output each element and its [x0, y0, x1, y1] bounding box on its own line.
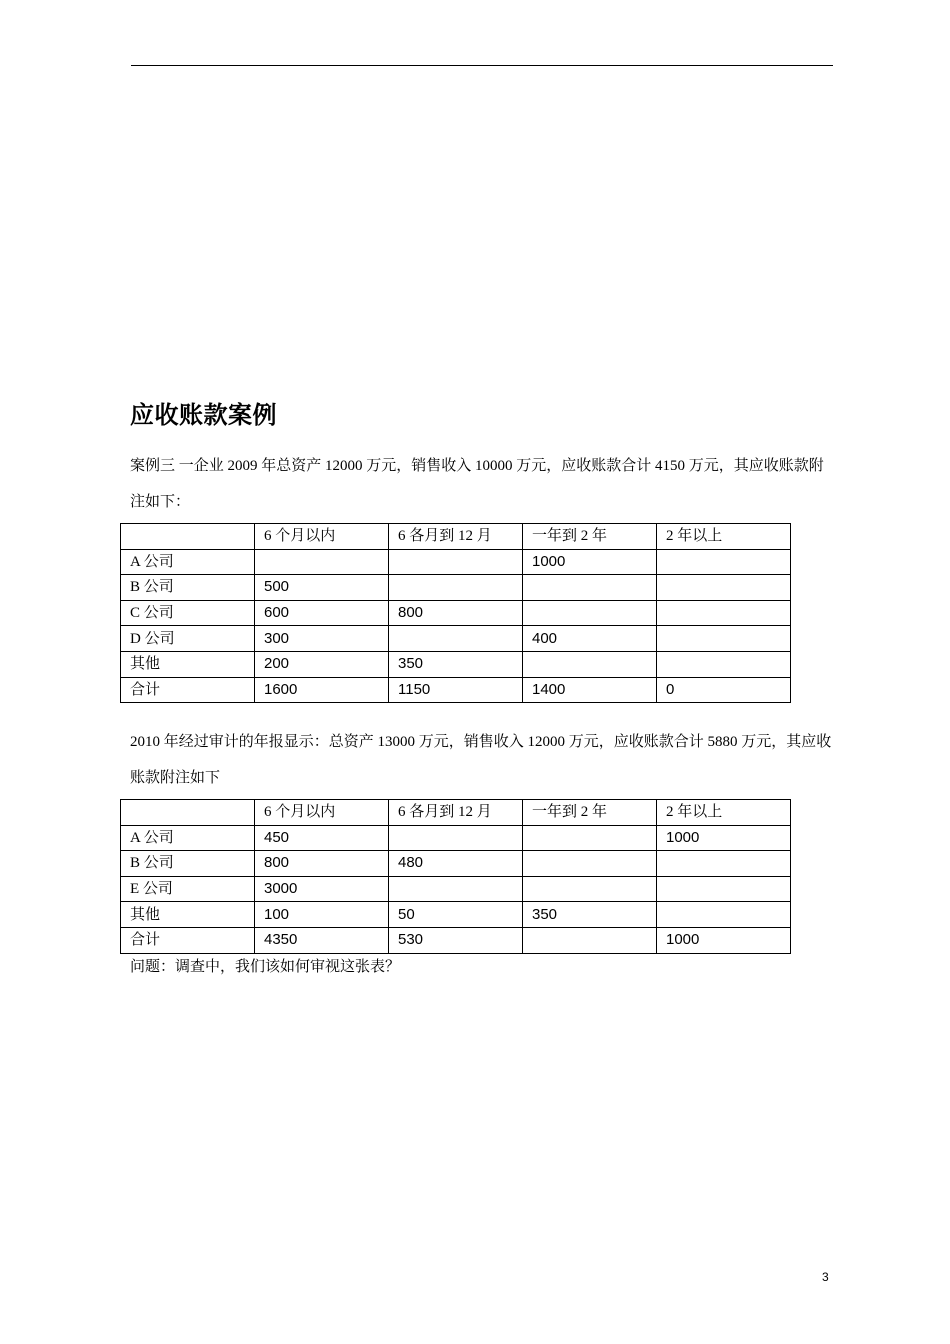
table-cell: 3000	[255, 876, 389, 902]
table-row	[121, 549, 791, 575]
table-cell	[255, 549, 389, 575]
table-cell: 400	[523, 626, 657, 652]
row-label-cell: C 公司	[121, 600, 255, 626]
table-cell: 1400	[523, 677, 657, 703]
table-row	[121, 876, 791, 902]
row-label-cell: 其他	[121, 902, 255, 928]
row-label-cell: D 公司	[121, 626, 255, 652]
table-header-cell: 一年到 2 年	[523, 524, 657, 550]
table-cell	[657, 851, 791, 877]
table-cell: 1600	[255, 677, 389, 703]
table-header-cell: 2 年以上	[657, 800, 791, 826]
table-total-row	[121, 927, 791, 953]
case-intro-paragraph: 案例三 一企业 2009 年总资产 12000 万元，销售收入 10000 万元，应收账款合计 4150 万元，其应收账款附注如下：	[130, 458, 824, 510]
table-cell	[389, 876, 523, 902]
table-cell: 1000	[523, 549, 657, 575]
section-heading: 应收账款案例	[130, 401, 277, 429]
table-cell	[523, 851, 657, 877]
table-header-cell: 6 个月以内	[255, 524, 389, 550]
table-header-cell: 2 年以上	[657, 524, 791, 550]
table-cell	[389, 575, 523, 601]
table-header-cell: 6 各月到 12 月	[389, 524, 523, 550]
table-row	[121, 600, 791, 626]
table-cell: 800	[389, 600, 523, 626]
table-cell	[657, 575, 791, 601]
row-label-cell: E 公司	[121, 876, 255, 902]
table-cell	[657, 902, 791, 928]
row-label-cell: A 公司	[121, 549, 255, 575]
table-cell: 600	[255, 600, 389, 626]
question-text: 问题：调查中，我们该如何审视这张表？	[130, 959, 401, 975]
table-cell: 200	[255, 651, 389, 677]
table-cell	[389, 825, 523, 851]
table-cell	[523, 825, 657, 851]
row-label-cell: B 公司	[121, 575, 255, 601]
table-cell: 800	[255, 851, 389, 877]
table-row	[121, 851, 791, 877]
table-cell	[389, 626, 523, 652]
row-label-cell: A 公司	[121, 825, 255, 851]
table-cell	[523, 575, 657, 601]
table-cell	[523, 600, 657, 626]
table-total-row	[121, 677, 791, 703]
receivables-table-2010	[120, 799, 791, 954]
table-cell: 1150	[389, 677, 523, 703]
receivables-table-2009	[120, 523, 791, 703]
table-cell: 0	[657, 677, 791, 703]
table-cell	[389, 549, 523, 575]
table-header-row	[121, 800, 791, 826]
table-cell	[657, 549, 791, 575]
table-header-cell: 6 各月到 12 月	[389, 800, 523, 826]
table-header-row	[121, 524, 791, 550]
table-cell	[657, 651, 791, 677]
table-cell	[523, 876, 657, 902]
table-row	[121, 626, 791, 652]
table-cell: 4350	[255, 927, 389, 953]
table-cell: 100	[255, 902, 389, 928]
table-cell	[523, 927, 657, 953]
table-header-cell	[121, 800, 255, 826]
table-row	[121, 575, 791, 601]
table-cell: 350	[389, 651, 523, 677]
table-cell: 500	[255, 575, 389, 601]
table-cell: 350	[523, 902, 657, 928]
table-cell: 1000	[657, 927, 791, 953]
audit-report-paragraph: 2010 年经过审计的年报显示：总资产 13000 万元，销售收入 12000 万元，应收账款合计 5880 万元，其应收账款附注如下	[130, 734, 832, 786]
table-cell: 300	[255, 626, 389, 652]
table-cell	[657, 626, 791, 652]
table-cell	[657, 600, 791, 626]
table-cell	[523, 651, 657, 677]
table-header-cell: 6 个月以内	[255, 800, 389, 826]
table-cell: 530	[389, 927, 523, 953]
table-header-cell: 一年到 2 年	[523, 800, 657, 826]
row-label-cell: 其他	[121, 651, 255, 677]
table-header-cell	[121, 524, 255, 550]
header-rule	[131, 65, 833, 66]
table-cell	[657, 876, 791, 902]
table-row	[121, 651, 791, 677]
table-cell: 50	[389, 902, 523, 928]
table-cell: 480	[389, 851, 523, 877]
table-row	[121, 825, 791, 851]
table-cell: 450	[255, 825, 389, 851]
row-label-cell: 合计	[121, 927, 255, 953]
table-row	[121, 902, 791, 928]
table-cell: 1000	[657, 825, 791, 851]
row-label-cell: 合计	[121, 677, 255, 703]
row-label-cell: B 公司	[121, 851, 255, 877]
page-number: 3	[822, 1270, 829, 1284]
